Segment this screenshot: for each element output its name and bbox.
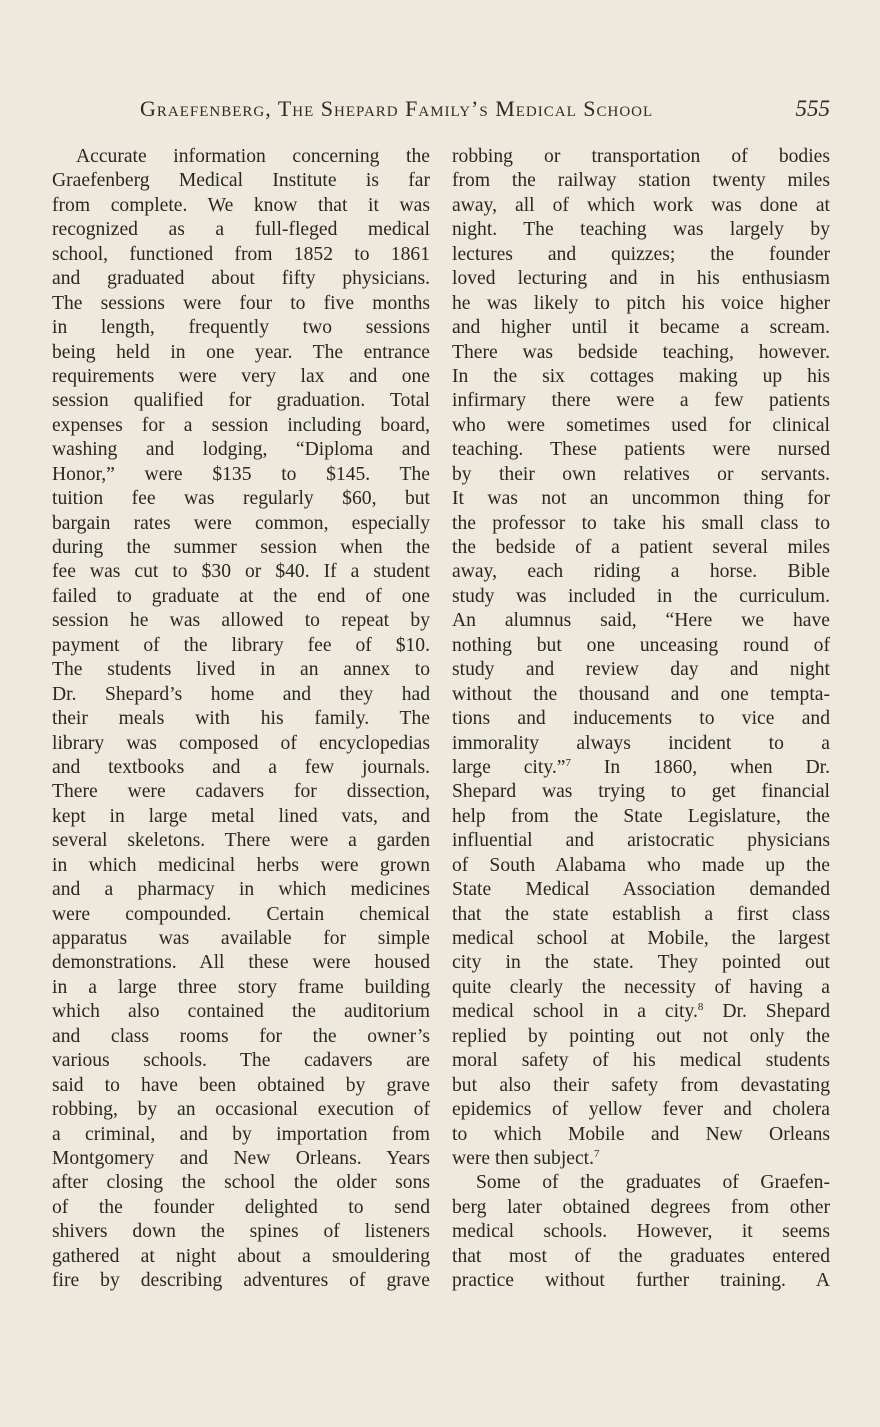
text-line: after closing the school the older sons	[52, 1172, 430, 1194]
text-line: Honor,” were $135 to $145. The	[52, 463, 430, 485]
text-line: Montgomery and New Orleans. Years	[52, 1147, 430, 1169]
text-line: demonstrations. All these were housed	[52, 952, 430, 974]
text-line: in which medicinal herbs were grown	[52, 854, 430, 876]
text-line: tuition fee was regularly $60, but	[52, 488, 430, 510]
text-line: Shepard was trying to get financial	[452, 781, 830, 803]
text-line: being held in one year. The entrance	[52, 341, 430, 363]
text-line: night. The teaching was largely by	[452, 219, 830, 241]
text-line: to which Mobile and New Orleans	[452, 1123, 830, 1145]
left-column	[52, 145, 430, 1294]
text-line: away, each riding a horse. Bible	[452, 561, 830, 583]
text-line: nothing but one unceasing round of	[452, 634, 830, 656]
text-line-with-footnote-8	[452, 1000, 830, 1024]
text-line: were compounded. Certain chemical	[52, 903, 430, 925]
text-line: infirmary there were a few patients	[452, 390, 830, 412]
page-number: 555	[795, 96, 830, 121]
text-line-with-footnote-7	[452, 756, 830, 780]
text-line: and graduated about fifty physicians.	[52, 268, 430, 290]
text-segment: In 1860, when Dr.	[570, 756, 830, 778]
text-line: There was bedside teaching, however.	[452, 341, 830, 363]
text-line: study and review day and night	[452, 659, 830, 681]
text-line: practice without further training. A	[452, 1270, 830, 1292]
text-line: kept in large metal lined vats, and	[52, 805, 430, 827]
text-segment: medical school in a city.	[452, 1001, 698, 1023]
text-line: expenses for a session including board,	[52, 414, 430, 436]
text-line: the bedside of a patient several miles	[452, 537, 830, 558]
text-line: influential and aristocratic physicians	[452, 830, 830, 852]
text-line: It was not an uncommon thing for	[452, 488, 830, 510]
text-line: lectures and quizzes; the founder	[452, 243, 830, 265]
footnote-marker-8: 8	[697, 1001, 704, 1014]
text-line: various schools. The cadavers are	[52, 1050, 430, 1072]
text-line: session qualified for graduation. Total	[52, 390, 430, 412]
right-column	[452, 145, 830, 1294]
text-line: who were sometimes used for clinical	[452, 414, 830, 436]
text-line: and higher until it became a scream.	[452, 317, 830, 339]
right-column-text-part-1	[452, 145, 830, 756]
text-line: that the state establish a first class	[452, 903, 830, 925]
right-column-text-part-4	[452, 1171, 830, 1293]
text-line-with-footnote-7-second	[452, 1147, 830, 1171]
text-line: fee was cut to $30 or $40. If a student	[52, 561, 430, 583]
running-title: Graefenberg, The Shepard Family’s Medical School	[140, 96, 654, 121]
footnote-marker-7: 7	[565, 756, 571, 769]
text-segment: Dr. Shepard	[703, 1001, 830, 1023]
text-line: payment of the library fee of $10.	[52, 634, 430, 656]
text-line: Dr. Shepard’s home and they had	[52, 683, 430, 705]
text-line: loved lecturing and in his enthusiasm	[452, 268, 830, 290]
text-line: but also their safety from devastating	[452, 1074, 830, 1096]
text-line: said to have been obtained by grave	[52, 1074, 430, 1096]
text-line: in a large three story frame building	[52, 976, 430, 998]
text-line: city in the state. They pointed out	[452, 952, 830, 974]
text-line: tions and inducements to vice and	[452, 708, 830, 730]
text-line: shivers down the spines of listeners	[52, 1221, 430, 1243]
text-line: Accurate information concerning the	[76, 146, 430, 167]
text-line: An alumnus said, “Here we have	[452, 610, 830, 632]
text-line: the professor to take his small class to	[452, 512, 830, 534]
text-line: moral safety of his medical students	[452, 1050, 830, 1072]
text-line: their meals with his family. The	[52, 708, 430, 730]
text-line: quite clearly the necessity of having a	[452, 976, 830, 998]
text-line: immorality always incident to a	[452, 732, 830, 754]
text-line: Some of the graduates of Graefen-	[476, 1172, 830, 1194]
text-line: epidemics of yellow fever and cholera	[452, 1099, 830, 1121]
text-line: failed to graduate at the end of one	[52, 585, 430, 607]
text-line: The sessions were four to five months	[52, 292, 430, 314]
text-line: Graefenberg Medical Institute is far	[52, 170, 430, 192]
text-line: during the summer session when the	[52, 537, 430, 558]
text-line: of South Alabama who made up the	[452, 854, 830, 876]
text-line: of the founder delighted to send	[52, 1196, 430, 1218]
text-line: washing and lodging, “Diploma and	[52, 439, 430, 461]
text-line: replied by pointing out not only the	[452, 1025, 830, 1047]
text-line: study was included in the curriculum.	[452, 585, 830, 607]
text-line: that most of the graduates entered	[452, 1245, 830, 1267]
text-line: from the railway station twenty miles	[452, 170, 830, 192]
text-line: teaching. These patients were nursed	[452, 439, 830, 461]
text-line: bargain rates were common, especially	[52, 512, 430, 534]
text-line: fire by describing adventures of grave	[52, 1270, 430, 1292]
text-line: recognized as a full-fleged medical	[52, 219, 430, 241]
text-segment: were then subject.	[452, 1147, 594, 1169]
text-line: in length, frequently two sessions	[52, 317, 430, 339]
text-line: The students lived in an annex to	[52, 659, 430, 681]
text-line: several skeletons. There were a garden	[52, 830, 430, 852]
text-line: There were cadavers for dissection,	[52, 781, 430, 803]
text-line: gathered at night about a smouldering	[52, 1245, 430, 1267]
right-column-text-part-2	[452, 780, 830, 1000]
text-line: without the thousand and one tempta-	[452, 683, 830, 705]
left-column-text	[52, 145, 430, 1294]
text-line: and class rooms for the owner’s	[52, 1025, 430, 1047]
text-line: In the six cottages making up his	[452, 365, 830, 387]
text-line: robbing, by an occasional execution of	[52, 1099, 430, 1121]
running-head	[140, 96, 830, 128]
text-line: apparatus was available for simple	[52, 928, 430, 949]
text-line: session he was allowed to repeat by	[52, 610, 430, 632]
text-line: school, functioned from 1852 to 1861	[52, 243, 430, 265]
text-line: and a pharmacy in which medicines	[52, 879, 430, 901]
footnote-marker-7-second: 7	[594, 1147, 600, 1160]
text-line: from complete. We know that it was	[52, 194, 430, 216]
text-line: State Medical Association demanded	[452, 879, 830, 901]
text-line: medical school at Mobile, the largest	[452, 928, 830, 949]
right-column-text-part-3	[452, 1025, 830, 1147]
text-line: a criminal, and by importation from	[52, 1123, 430, 1145]
text-line: library was composed of encyclopedias	[52, 732, 430, 754]
text-line: he was likely to pitch his voice higher	[452, 292, 830, 314]
text-line: which also contained the auditorium	[52, 1001, 430, 1023]
text-segment: large city.”	[452, 756, 566, 778]
text-line: robbing or transportation of bodies	[452, 146, 830, 167]
text-line: medical schools. However, it seems	[452, 1221, 830, 1243]
text-line: help from the State Legislature, the	[452, 805, 830, 827]
text-line: by their own relatives or servants.	[452, 463, 830, 485]
text-line: away, all of which work was done at	[452, 194, 830, 216]
text-line: berg later obtained degrees from other	[452, 1196, 830, 1218]
text-line: and textbooks and a few journals.	[52, 756, 430, 778]
text-line: requirements were very lax and one	[52, 365, 430, 387]
